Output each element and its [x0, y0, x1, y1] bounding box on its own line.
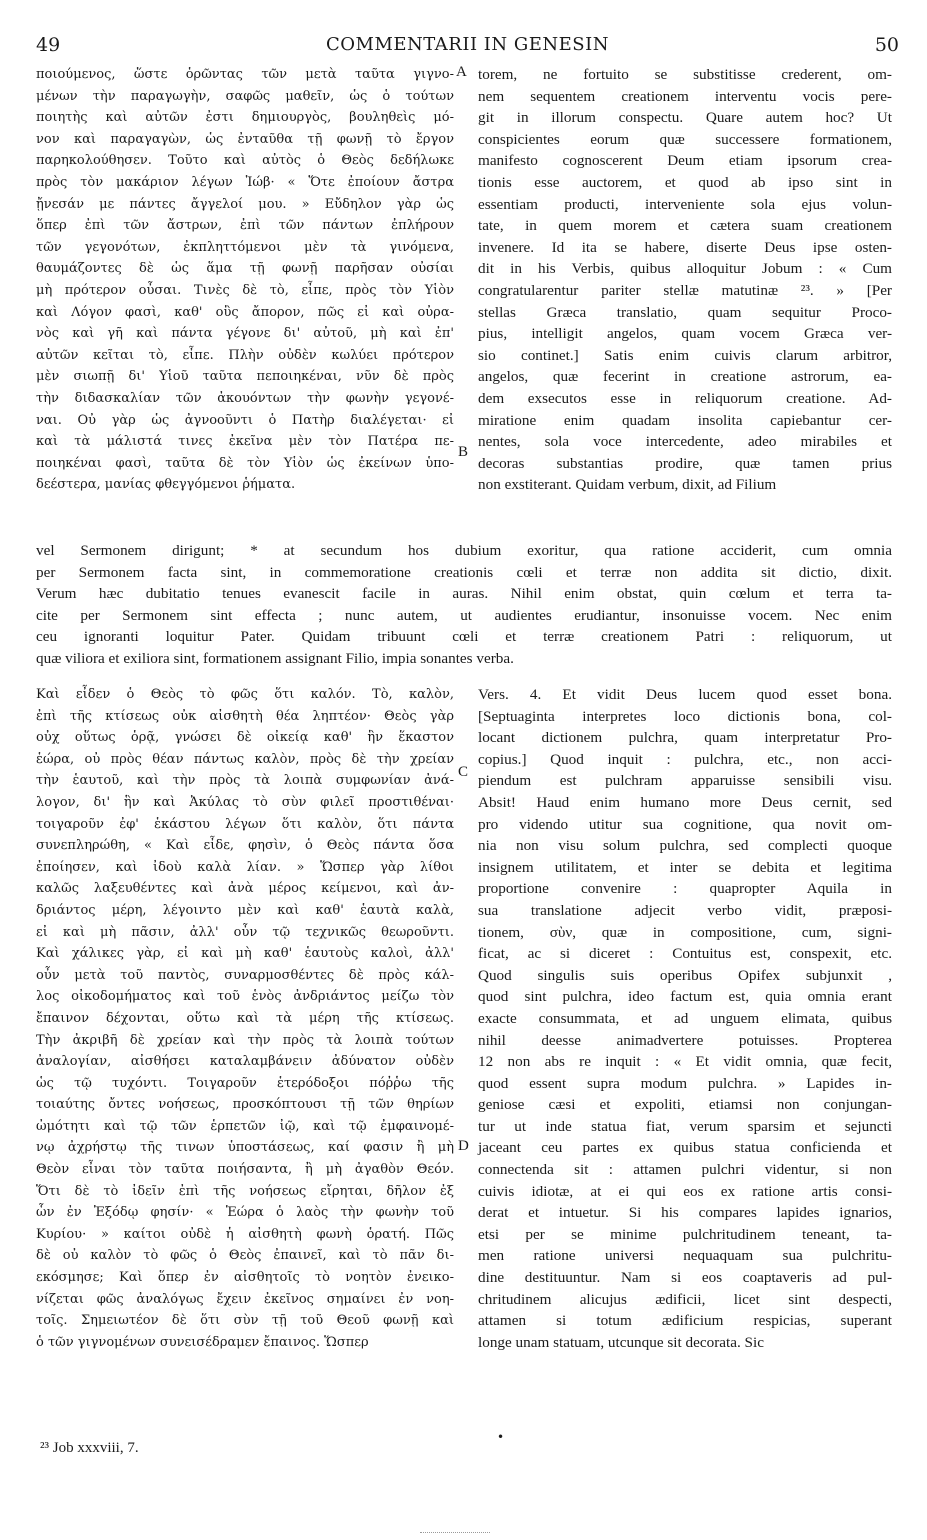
- latin-bottom-line: copius.] Quod inquit : pulchra, etc., non acci-: [478, 750, 892, 768]
- greek-top-line: δεέστερα, μανίας φθεγγόμενοι ῥήματα.: [36, 477, 296, 493]
- greek-bottom-line: τοῖς. Σημειωτέον δὲ ὅτι σὺν τῇ τοῦ Θεοῦ φωνῇ καὶ: [36, 1313, 454, 1329]
- greek-top-line: μὲν σιωπῇ δι' Υἱοῦ ταῦτα πεποιηκέναι, νῦν δὲ πρὸς: [36, 369, 454, 385]
- latin-top-line: git in illorum conspectu. Quare autem hoc? Ut: [478, 109, 892, 127]
- latin-bottom-line: dine destituuntur. Nam si eos coaptaveris ad pul-: [478, 1269, 892, 1287]
- latin-bottom-line: chritudinem alicujus ædificii, licet sint despecti,: [478, 1290, 892, 1308]
- greek-top-line: μὴ πρότερον οὖσαι. Τινὲς δὲ τὸ, εἶπε, πρὸς τὸν Υἱὸν: [36, 282, 454, 298]
- latin-bottom-line: quod sint pulchra, ideo factum est, quia omnia erant: [478, 988, 892, 1006]
- full-width-line: vel Sermonem dirigunt; * at secundum hos dubium exoritur, qua ratione acciderit, cum omnia: [36, 542, 892, 559]
- greek-top-line: αὐτῶν κεῖται τὸ, εἶπε. Πλὴν οὐδὲν κωλύει πρότερον: [36, 347, 454, 363]
- greek-bottom-line: Καὶ εἶδεν ὁ Θεὸς τὸ φῶς ὅτι καλόν. Τὸ, καλὸν,: [36, 687, 454, 702]
- greek-bottom-line: καλῶς λαξευθέντες καὶ ἀνὰ μέρος κείμενοι, καὶ ἀν-: [36, 881, 454, 897]
- greek-top-line: ναι. Οὐ γὰρ ὡς ἀγνοοῦντι ὁ Πατὴρ διαλέγεται· εἰ: [36, 412, 454, 428]
- latin-bottom-line: Absit! Haud enim humano more Deus cernit, sed: [478, 793, 892, 811]
- greek-top-line: πρὸς τὸν μακάριον λέγων Ἰώβ· « Ὅτε ἐποίουν ἄστρα: [36, 174, 454, 190]
- greek-column-top: [36, 64, 454, 496]
- latin-bottom-line: locant dictionem pulchra, quam interpretatur Pro-: [478, 729, 892, 747]
- latin-bottom-line: nia non visu solum pulchra, sed complecti quoque: [478, 837, 892, 855]
- greek-bottom-line: δριάντος μέρη, λέγοιντο μὲν καὶ καθ' ἑαυτὰ καλὰ,: [36, 902, 454, 918]
- latin-top-line: non exstiterant. Quidam verbum, dixit, ad Filium: [478, 476, 777, 494]
- greek-top-line: θαυμάζοντες δὲ ὡς ἅμα τῇ φωνῇ παρῆσαν οὐσίαι: [36, 261, 454, 277]
- greek-bottom-line: ἐπὶ τῆς κτίσεως οὐκ αἰσθητὴ θέα ληπτέον· Θεὸς γὰρ: [36, 708, 454, 724]
- latin-bottom-line: cuivis idiotæ, at ei qui eos ex ratione artis consi-: [478, 1182, 892, 1200]
- latin-top-line: manifesto cognoscerent Deum etiam ipsorum crea-: [478, 152, 892, 170]
- greek-bottom-line: δὲ οὐ καλὸν τὸ φῶς ὁ Θεὸς ἐπαινεῖ, καὶ τὸ πᾶν δι-: [36, 1248, 454, 1264]
- latin-top-line: nentes, sola voce intercedente, adeo mirabiles et: [478, 433, 892, 451]
- latin-bottom-line: sua translatione adjecit verbo vidit, præposi-: [478, 901, 892, 919]
- stray-dot: •: [497, 1430, 505, 1444]
- full-width-line: cite per Sermonem sint effecta ; nunc autem, ut audientes erudiantur, insonuisse vocem. Nec enim: [36, 606, 892, 624]
- latin-column-top: [478, 64, 892, 496]
- greek-bottom-line: τοιγαροῦν ἐφ' ἑκάστου λέγων ὅτι καλὸν, ὅτι πάντα: [36, 816, 454, 832]
- latin-bottom-line: quod essent supra modum pulchra. » Lapides in-: [478, 1074, 892, 1092]
- latin-bottom-line: Quod singulis suis operibus Opifex subjunxit ,: [478, 966, 892, 984]
- greek-top-line: νὸς καὶ γῆ καὶ πάντα γέγονε δι' αὐτοῦ, μὴ καὶ ἐπ': [36, 326, 454, 342]
- latin-top-line: tate, in quem morem et cætera suam creationem: [478, 217, 892, 235]
- latin-bottom-line: insignem utilitatem, et inter se debita et legitima: [478, 858, 892, 876]
- greek-bottom-line: λογον, δι' ἣν καὶ Ἀκύλας τὸ σὺν φιλεῖ προστιθέναι·: [36, 794, 454, 810]
- greek-bottom-line: Τὴν ἀκριβῆ δὲ χρείαν καὶ τὴν πρὸς τὰ λοιπὰ τούτων: [36, 1032, 454, 1048]
- greek-bottom-line: ὠμότητι καὶ τῷ τῶν ἑρπετῶν ἰῷ, καὶ τῷ ἐμφαινομέ-: [36, 1118, 454, 1134]
- latin-top-line: nem sequentem creationem interventu vocis pere-: [478, 87, 892, 105]
- greek-bottom-line: οὐχ οὕτως ὁρᾷ, γνώσει δὲ οἰκείᾳ καθ' ἣν ἕκαστον: [36, 730, 454, 746]
- latin-bottom-line: tur ut inde statua fiat, verum sparsim et sejuncti: [478, 1117, 892, 1135]
- greek-bottom-line: Καὶ χάλικες γὰρ, εἰ καὶ μὴ καθ' ἑαυτοὺς καλοὶ, ἀλλ': [36, 946, 454, 962]
- page-number-left: 49: [36, 34, 61, 56]
- greek-top-line: καὶ Λόγον φασὶ, καθ' οὓς ἄπορον, πῶς εἰ καὶ οὐρα-: [36, 304, 454, 320]
- latin-bottom-line: jaceant ceu partes ex quibus statua conficienda et: [478, 1139, 892, 1157]
- latin-bottom-line: piendum est pulchram apparuisse sensibili visu.: [478, 772, 892, 790]
- greek-top-line: τῶν γεγονότων, ἐκπληττόμενοι μὲν τὰ γινόμενα,: [36, 239, 454, 255]
- greek-bottom-line: ὁ τῶν γιγνομένων συνεισέδραμεν ἔπαινος. Ὥσπερ: [36, 1334, 369, 1350]
- latin-bottom-line: ficat, ac si diceret : Contuitus est, conspexit, etc.: [478, 945, 892, 963]
- latin-bottom-line: [Septuaginta interpretes loco dictionis bona, col-: [478, 707, 892, 725]
- margin-mark-d: D: [458, 1138, 469, 1154]
- latin-top-line: angelos, quæ fecerint in creatione astrorum, ea-: [478, 368, 892, 386]
- greek-bottom-line: συνεπληρώθη, « Καὶ εἶδε, φησὶν, ὁ Θεὸς πάντα ὅσα: [36, 838, 454, 854]
- latin-bottom-line: 12 non abs re inquit : « Et vidit omnia, quæ fecit,: [478, 1053, 892, 1071]
- full-width-line: quæ viliora et exiliora sint, formationem assignant Filio, impia sonantes verba.: [36, 649, 514, 667]
- running-title: COMMENTARII IN GENESIN: [326, 34, 609, 55]
- latin-bottom-line: proportione convenire : quapropter Aquila in: [478, 880, 892, 898]
- greek-top-line: νον καὶ παραγαγὼν, ὡς ἐνταῦθα τῇ φωνῇ τὸ ἔργον: [36, 131, 454, 147]
- latin-top-line: invenere. Id ita se habere, diserte Deus ipse osten-: [478, 238, 892, 256]
- greek-top-line: ᾔνεσάν με πάντες ἄγγελοί μου. » Εὔδηλον γὰρ ὡς: [36, 196, 454, 212]
- greek-bottom-line: νῳ ἀχρήστῳ τῆς τινων ὑποστάσεως, καί φασιν ἢ μὴ: [36, 1140, 454, 1156]
- latin-top-line: torem, ne fortuito se substitisse crederent, om-: [478, 66, 892, 83]
- greek-top-line: παρηκολούθησεν. Τοῦτο καὶ αὐτὸς ὁ Θεὸς δεδήλωκε: [36, 153, 454, 169]
- latin-bottom-line: pro videndo utitur sua cognitione, qua novit om-: [478, 815, 892, 833]
- greek-column-bottom: [36, 684, 454, 1353]
- latin-bottom-line: exacte consummata, et ad unguem elimata, quibus: [478, 1009, 892, 1027]
- latin-top-line: miratione enim quadam insolita capiebantur cer-: [478, 411, 892, 429]
- full-width-line: ceu ignoranti loquitur Pater. Quidam tribuunt cœli et terræ creationem Patri : reliquorum, ut: [36, 628, 892, 646]
- greek-bottom-line: λος οἰκοδομήματος καὶ τοῦ ἑνὸς ἀνδριάντος μείζω τὸν: [36, 989, 454, 1005]
- greek-bottom-line: νίζεται φῶς ἀναλόγως ἔχειν ἐκεῖνος σημαίνει ἐν νοη-: [36, 1291, 454, 1307]
- latin-top-line: decoras substantias prodire, quæ tamen prius: [478, 454, 892, 472]
- latin-top-line: stellas Græca translatio, quam sequitur Proco-: [478, 303, 892, 321]
- greek-bottom-line: ὡς τῷ τυχόντι. Τοιγαροῦν ἑτερόδοξοι πόῤῥω τῆς: [36, 1075, 454, 1091]
- margin-mark-b: B: [458, 444, 469, 460]
- greek-bottom-line: ἀναλογίαν, αἰσθήσει καταλαμβάνειν ἀδύνατον οὐδὲν: [36, 1054, 454, 1070]
- latin-top-line: pius, intelligit angelos, quam vocem Græca ver-: [478, 325, 892, 343]
- footnote: ²³ Job xxxviii, 7.: [40, 1440, 139, 1456]
- greek-top-line: τὴν διδασκαλίαν τῶν ἀκουόντων τὴν φωνὴν γεγονέ-: [36, 390, 454, 406]
- latin-bottom-line: connectenda sit : attamen pulchri videntur, si non: [478, 1161, 892, 1179]
- margin-mark-c: C: [458, 764, 469, 780]
- latin-bottom-line: etsi per se minime pulchritudinem teneant, ta-: [478, 1225, 892, 1243]
- page-number-right: 50: [874, 34, 899, 56]
- latin-column-bottom: [478, 684, 892, 1353]
- greek-top-line: μένων τὴν παραγωγὴν, σαφῶς μαθεῖν, ὡς ὁ τούτων: [36, 88, 454, 104]
- latin-top-line: conspicientes eorum quæ successere formationem,: [478, 130, 892, 148]
- greek-bottom-line: τὴν ἑαυτοῦ, καὶ τὴν πρὸς τὰ λοιπὰ συμφωνίαν ἀνά-: [36, 773, 454, 789]
- greek-bottom-line: ἔπαινον δέχονται, οὕτω καὶ τὰ μέρη τῆς κτίσεως.: [36, 1010, 454, 1026]
- latin-top-line: sio continet.] Satis enim cuivis clarum arbitror,: [478, 346, 892, 364]
- greek-top-line: ποιητὴς καὶ αὐτῶν ἐστι δημιουργὸς, βουληθεὶς μό-: [36, 110, 454, 126]
- greek-bottom-line: Κυρίου· » καίτοι οὐδὲ ἡ αἰσθητὴ φωνὴ ὁρατή. Πῶς: [36, 1226, 454, 1242]
- greek-top-line: καὶ τὰ μάλιστά τινες ἐκεῖνα μὲν τὸν Πατέρα πε-: [36, 434, 454, 450]
- latin-top-line: dem exsecutos esse in reliquorum creatione. Ad-: [478, 389, 892, 407]
- greek-bottom-line: εἰ καὶ μὴ πᾶσιν, ἀλλ' οὖν τῷ τεχνικῶς θεωροῦντι.: [36, 924, 454, 940]
- greek-bottom-line: ἑώρα, οὐ πρὸς θέαν πάντως καλὸν, πρὸς δὲ τὴν χρείαν: [36, 751, 454, 767]
- latin-bottom-line: derat et intuetur. Si his compares lapides ignarios,: [478, 1204, 892, 1222]
- greek-top-line: ποιούμενος, ὥστε ὁρῶντας τῶν μετὰ ταῦτα γιγνο-: [36, 67, 454, 82]
- greek-top-line: ὅπερ ἐπὶ τῶν ἄστρων, ἐπὶ τῶν πάντων ἐπλήρουν: [36, 218, 454, 234]
- latin-bottom-line: geniose cæsi et expoliti, etiamsi non conjungan-: [478, 1096, 892, 1114]
- latin-bottom-line: nihil deesse animadvertere potuisses. Propterea: [478, 1031, 892, 1049]
- latin-bottom-line: longe unam statuam, utcunque sit decorata. Sic: [478, 1333, 764, 1351]
- footer-ornament: [420, 1532, 490, 1534]
- latin-bottom-line: attamen si totum ædificium respicias, superant: [478, 1312, 892, 1330]
- greek-bottom-line: ὧν ἐν Ἐξόδῳ φησίν· « Ἑώρα ὁ λαὸς τὴν φωνὴν τοῦ: [36, 1205, 454, 1221]
- page-header: [36, 34, 899, 60]
- latin-top-line: essentiam producti, interveniente sola ejus volun-: [478, 195, 892, 213]
- latin-bottom-line: Vers. 4. Et vidit Deus lucem quod esset bona.: [478, 686, 892, 703]
- greek-bottom-line: ἐποίησεν, καὶ ἰδοὺ καλὰ λίαν. » Ὥσπερ γὰρ λίθοι: [36, 859, 454, 875]
- margin-mark-a: A: [456, 64, 467, 80]
- greek-bottom-line: Ὅτι δὲ τὸ ἰδεῖν ἐπὶ τῆς νοήσεως εἴρηται, δῆλον ἐξ: [36, 1183, 454, 1199]
- greek-bottom-line: τοιαύτης ὄντες νοήσεως, προσκόπτουσι τῇ τῶν θηρίων: [36, 1097, 454, 1113]
- full-width-line: Verum hæc dubitatio tenues evanescit facile in auras. Nihil enim obstat, quin cœlum et terra ta-: [36, 585, 892, 603]
- latin-top-line: dit in his Verbis, quibus alloquitur Jobum : « Cum: [478, 260, 892, 278]
- full-width-line: per Sermonem facta sint, in commemoratione creationis cœli et terræ non addita sit dictio, dixit.: [36, 563, 892, 581]
- greek-bottom-line: οὖν μετὰ τοῦ παντὸς, συναρμοσθέντες δὲ πρὸς κάλ-: [36, 967, 454, 983]
- latin-bottom-line: tionem, σὺν, quæ in compositione, cum, signi-: [478, 923, 892, 941]
- latin-top-line: tionis esse auctorem, et quod ab ipso sint in: [478, 173, 892, 191]
- latin-top-line: congratularentur pariter stellæ matutinæ ²³. » [Per: [478, 281, 892, 299]
- greek-bottom-line: εκόσμησε; Καὶ ὅπερ ἐν αἰσθητοῖς τὸ νοητὸν ἐνεικο-: [36, 1270, 454, 1286]
- greek-bottom-line: Θεὸν εἶναι τὸν ταῦτα ποιήσαντα, ἢ μὴ ἀγαθὸν Θεόν.: [36, 1162, 454, 1178]
- latin-bottom-line: men ratione universi nequaquam sua pulchritu-: [478, 1247, 892, 1265]
- full-width-paragraph: [36, 540, 892, 670]
- greek-top-line: ποιηκέναι φασὶ, ταῦτα δὲ τὸν Υἱὸν ὡς ἐκείνων ὑπο-: [36, 455, 454, 471]
